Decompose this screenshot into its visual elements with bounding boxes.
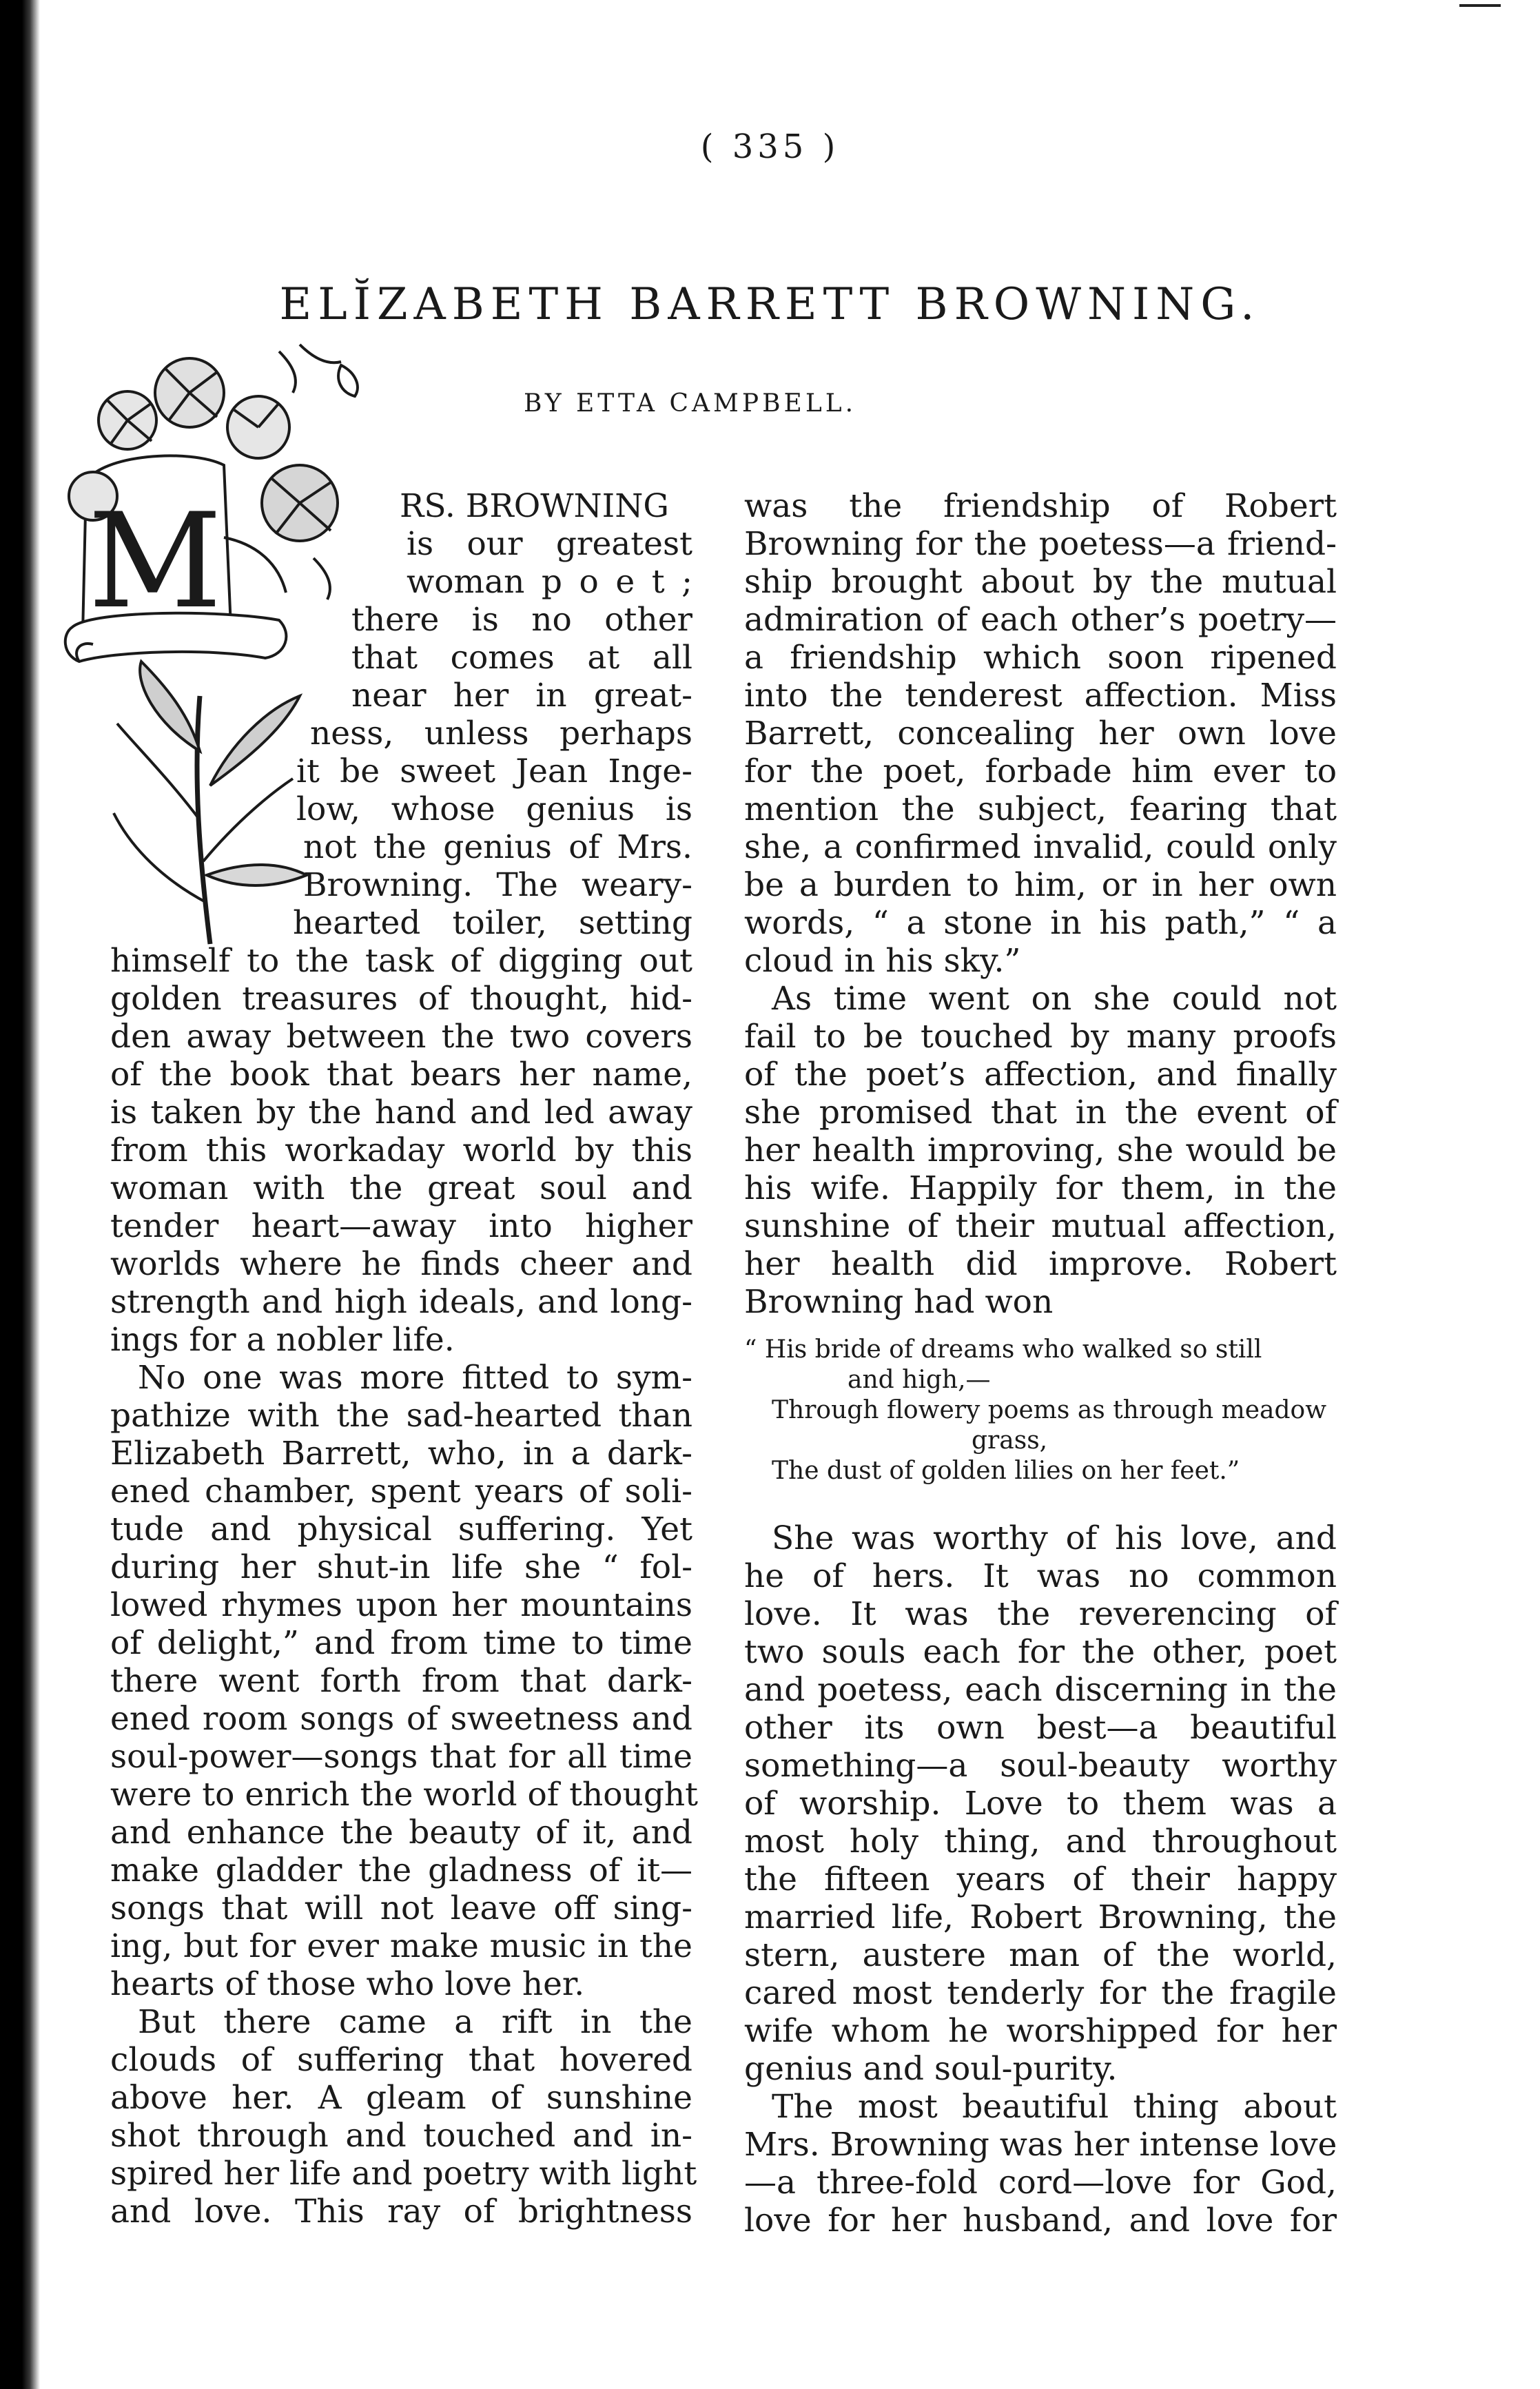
text-line: he of hers. It was no common [744,1557,1337,1595]
text-line: worlds where he finds cheer and [110,1245,692,1283]
text-line: she promised that in the event of [744,1094,1337,1131]
verse-quotation [744,1335,1337,1486]
text-line: is taken by the hand and led away [110,1094,692,1131]
text-line: stern, austere man of the world, [744,1936,1337,1974]
text-line: Mrs. Browning was her intense love [744,2126,1337,2164]
text-line: ened chamber, spent years of soli- [110,1473,692,1510]
text-line: near her in great- [351,677,692,715]
text-line: sunshine of their mutual affection, [744,1207,1337,1245]
text-line: wife whom he worshipped for her [744,2012,1337,2050]
text-line: RS. BROWNING [400,487,669,525]
text-line: cared most tenderly for the fragile [744,1974,1337,2012]
text-line: be a burden to him, or in her own [744,866,1337,904]
text-line: ings for a nobler life. [110,1321,455,1359]
page-number: ( 335 ) [700,127,840,166]
text-line: songs that will not leave off sing- [110,1889,692,1927]
text-line: Elizabeth Barrett, who, in a dark- [110,1435,692,1473]
text-line: The most beautiful thing about [772,2088,1337,2126]
text-line: clouds of suffering that hovered [110,2041,692,2079]
text-line: there is no other [351,601,692,639]
text-line: married life, Robert Browning, the [744,1898,1337,1936]
text-line: mention the subject, fearing that [744,790,1337,828]
text-line: golden treasures of thought, hid- [110,980,692,1018]
verse-line: Through flowery poems as through meadow [772,1396,1327,1424]
text-line: into the tenderest affection. Miss [744,677,1337,715]
text-line: woman p o e t ; [407,563,692,601]
verse-line: The dust of golden lilies on her feet.” [772,1457,1240,1485]
text-line: But there came a rift in the [138,2003,692,2041]
text-line: she, a confirmed invalid, could only [744,828,1337,866]
text-line: a friendship which soon ripened [744,639,1337,677]
text-line: Browning for the poetess—a friend- [744,525,1337,563]
text-line: soul-power—songs that for all time [110,1738,692,1776]
right-text-column [744,487,1337,2239]
text-line: tude and physical suffering. Yet [110,1510,692,1548]
text-line: from this workaday world by this [110,1131,692,1169]
text-line: No one was more fitted to sym- [138,1359,692,1397]
text-line: of the poet’s affection, and finally [744,1056,1337,1094]
text-line: pathize with the sad-hearted than [110,1397,692,1435]
text-line: hearted toiler, setting [293,904,692,942]
text-line: not the genius of Mrs. [303,828,692,866]
verse-line: grass, [972,1426,1048,1455]
text-line: himself to the task of digging out [110,942,692,980]
verse-line: “ His bride of dreams who walked so still [744,1335,1262,1364]
text-line: and enhance the beauty of it, and [110,1814,692,1852]
text-line: fail to be touched by many proofs [744,1018,1337,1056]
text-line: above her. A gleam of sunshine [110,2079,692,2117]
text-line: Browning. The weary- [303,866,692,904]
text-line: tender heart—away into higher [110,1207,692,1245]
text-line: it be sweet Jean Inge- [296,752,692,790]
text-line: ness, unless perhaps [310,715,692,752]
text-line: ened room songs of sweetness and [110,1700,692,1738]
right-column-top [744,487,1337,1321]
text-line: was the friendship of Robert [744,487,1337,525]
text-line: admiration of each other’s poetry— [744,601,1337,639]
text-line: that comes at all [351,639,692,677]
text-line: and poetess, each discerning in the [744,1671,1337,1709]
text-line: is our greatest [407,525,692,563]
drop-cap-letter: M [88,485,223,637]
text-line: spired her life and poetry with light [110,2155,697,2193]
text-line: —a three-fold cord—love for God, [744,2164,1337,2202]
text-line: woman with the great soul and [110,1169,692,1207]
text-line: other its own best—a beautiful [744,1709,1337,1747]
text-line: She was worthy of his love, and [772,1519,1337,1557]
text-line: most holy thing, and throughout [744,1823,1337,1860]
text-line: cloud in his sky.” [744,942,1021,980]
text-line: ship brought about by the mutual [744,563,1337,601]
text-line: ing, but for ever make music in the [110,1927,692,1965]
text-line: hearts of those who love her. [110,1965,585,2003]
verse-line: and high,— [848,1366,991,1394]
text-line: of worship. Love to them was a [744,1785,1337,1823]
text-line: two souls each for the other, poet [744,1633,1337,1671]
text-line: words, “ a stone in his path,” “ a [744,904,1337,942]
right-column-bottom [744,1519,1337,2239]
text-line: As time went on she could not [772,980,1337,1018]
article-title: ELĬZABETH BARRETT BROWNING. [279,279,1261,330]
text-line: shot through and touched and in- [110,2117,692,2155]
text-line: of delight,” and from time to time [110,1624,692,1662]
text-line: Browning had won [744,1283,1054,1321]
text-line: den away between the two covers [110,1018,692,1056]
scan-mark [1459,4,1501,7]
text-line: the fifteen years of their happy [744,1860,1337,1898]
text-line: his wife. Happily for them, in the [744,1169,1337,1207]
article-byline: BY ETTA CAMPBELL. [524,389,857,418]
left-text-column [110,487,699,2231]
text-line: and love. This ray of brightness [110,2193,692,2231]
text-line: lowed rhymes upon her mountains [110,1586,692,1624]
text-line: Barrett, concealing her own love [744,715,1337,752]
text-line: make gladder the gladness of it— [110,1852,692,1889]
text-line: love. It was the reverencing of [744,1595,1337,1633]
text-line: strength and high ideals, and long- [110,1283,692,1321]
text-line: for the poet, forbade him ever to [744,752,1337,790]
text-line: her health did improve. Robert [744,1245,1337,1283]
text-line: of the book that bears her name, [110,1056,692,1094]
text-line: low, whose genius is [296,790,692,828]
text-line: love for her husband, and love for [744,2202,1337,2239]
text-line: something—a soul-beauty worthy [744,1747,1337,1785]
text-line: were to enrich the world of thought [110,1776,699,1814]
text-line: during her shut-in life she “ fol- [110,1548,692,1586]
text-line: her health improving, she would be [744,1131,1337,1169]
text-line: genius and soul-purity. [744,2050,1118,2088]
scan-binding-edge [0,0,40,2389]
text-line: there went forth from that dark- [110,1662,692,1700]
